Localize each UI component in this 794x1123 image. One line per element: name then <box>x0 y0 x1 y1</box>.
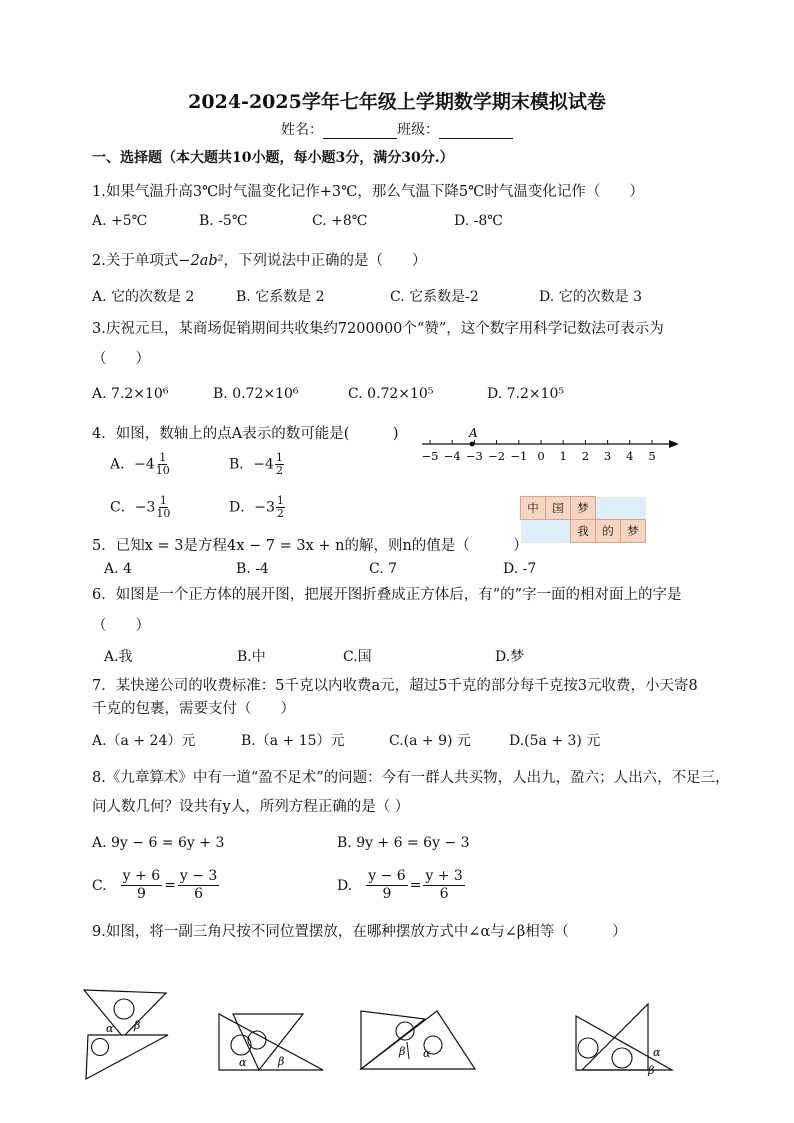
q8-stem: 8.《九章算术》中有一道“盈不足术”的问题：今有一群人共买物，人出九，盈六；人出六，不足三， <box>92 770 730 786</box>
q5-stem: 5．已知x = 3是方程4x − 7 = 3x + n的解，则n的值是（ ） <box>92 538 528 554</box>
q4-option-b <box>229 452 284 477</box>
axis-tick-label: −5 <box>421 449 439 463</box>
axis-tick-label: −4 <box>443 449 461 463</box>
q4-option-c-fraction <box>156 495 170 520</box>
q1-option-a: A. +5℃ <box>92 213 148 229</box>
q3-option-c: C. 0.72×10⁵ <box>348 386 434 402</box>
q8-c-left-fraction <box>121 868 162 903</box>
fraction-numerator: y + 6 <box>122 868 161 884</box>
net-blank <box>621 497 646 520</box>
q7-option-d: D.(5a + 3) 元 <box>509 733 601 749</box>
q1-stem: 1.如果气温升高3℃时气温变化记作+3℃，那么气温下降5℃时气温变化记作（ ） <box>92 184 644 200</box>
q9-stem: 9.如图，将一副三角尺按不同位置摆放，在哪种摆放方式中∠α与∠β相等（ ） <box>92 924 627 940</box>
q4-stem: 4．如图，数轴上的点A表示的数可能是( ) <box>92 426 399 442</box>
q7-option-b: B.（a + 15）元 <box>241 733 345 749</box>
q2-stem-pre: 2.关于单项式 <box>92 253 179 269</box>
fraction-denominator: 2 <box>276 507 284 520</box>
q8-c-right-fraction <box>178 868 219 903</box>
q8-stem-2: 问人数几何？设共有y人，所列方程正确的是（ ） <box>92 799 410 815</box>
fraction-denominator: 10 <box>155 464 170 477</box>
net-cell: 国 <box>546 497 571 520</box>
q4-option-c-label: C．−3 <box>110 499 156 516</box>
name-blank[interactable] <box>323 124 397 139</box>
q3-paren: （ ） <box>92 351 150 367</box>
axis-tick-label: 2 <box>581 449 590 463</box>
q2-option-c: C. 它系数是-2 <box>390 289 479 305</box>
net-cell: 梦 <box>621 520 646 543</box>
fraction-denominator: 10 <box>156 507 171 520</box>
q2-option-b: B. 它系数是 2 <box>236 289 325 305</box>
fraction-numerator: 1 <box>159 451 167 464</box>
alpha-label: α <box>239 1056 247 1069</box>
alpha-label: α <box>106 1022 114 1035</box>
q7-option-c: C.(a + 9) 元 <box>389 733 471 749</box>
q3-option-b: B. 0.72×10⁶ <box>213 386 299 402</box>
net-cell: 中 <box>521 497 546 520</box>
q3-option-d: D. 7.2×10⁵ <box>487 386 565 402</box>
axis-tick-label: 1 <box>559 449 567 463</box>
fraction-denominator: 9 <box>382 886 392 902</box>
name-label: 姓名： <box>281 122 323 138</box>
axis-tick-label: −3 <box>465 449 483 463</box>
q8-d-right-fraction <box>423 868 464 903</box>
number-line-figure <box>418 424 683 466</box>
fraction-denominator: 6 <box>439 886 449 902</box>
axis-tick-label: −1 <box>510 449 528 463</box>
fraction-numerator: 1 <box>275 451 283 464</box>
fraction-numerator: y − 6 <box>368 868 406 884</box>
q4-option-b-fraction <box>275 452 284 477</box>
q1-option-c: C. +8℃ <box>312 213 368 229</box>
q8-option-c-label: C. <box>92 877 107 894</box>
alpha-label: α <box>423 1047 431 1060</box>
fraction-numerator: 1 <box>276 494 284 507</box>
q6-option-d: D.梦 <box>495 649 525 665</box>
beta-label: β <box>134 1019 141 1032</box>
class-blank[interactable] <box>439 124 513 139</box>
q5-option-c: C. 7 <box>369 561 398 577</box>
fraction-numerator: y + 3 <box>425 868 463 884</box>
q4-option-d-fraction <box>276 495 285 520</box>
beta-label: β <box>278 1055 285 1068</box>
q5-option-a: A. 4 <box>104 561 132 577</box>
axis-tick-label: −2 <box>488 449 506 463</box>
triangle-figure-3 <box>355 1007 480 1073</box>
q7-stem: 7．某快递公司的收费标准：5千克以内收费a元，超过5千克的部分每千克按3元收费，小天寄8 <box>92 678 698 694</box>
beta-label: β <box>648 1064 655 1076</box>
q4-option-a <box>110 452 170 477</box>
name-class-line <box>0 119 794 139</box>
q1-option-b: B. -5℃ <box>199 213 248 229</box>
q2-stem-post: ，下列说法中正确的是（ ） <box>223 253 427 269</box>
fraction-numerator: y − 3 <box>179 868 218 884</box>
axis-tick-label: 5 <box>648 449 656 463</box>
q4-option-c <box>110 495 170 520</box>
fraction-denominator: 9 <box>136 886 146 902</box>
q4-option-d <box>229 495 285 520</box>
q7-stem-2: 千克的包裹，需要支付（ ） <box>92 701 295 717</box>
fraction-denominator: 2 <box>275 464 283 477</box>
net-blank <box>596 497 621 520</box>
triangle-figure-2 <box>215 1010 327 1072</box>
q4-option-a-fraction <box>156 452 170 477</box>
q4-option-b-label: B．−4 <box>229 456 274 473</box>
fraction-numerator: 1 <box>159 494 167 507</box>
section-heading: 一、选择题（本大题共10小题，每小题3分，满分30分.） <box>92 150 454 166</box>
q5-option-d: D. -7 <box>503 561 537 577</box>
net-cell: 的 <box>596 520 621 543</box>
point-a-label: A <box>469 426 478 440</box>
q7-option-a: A.（a + 24）元 <box>92 733 196 749</box>
net-cell: 梦 <box>571 497 596 520</box>
cube-net-figure <box>520 496 646 543</box>
q8-d-left-fraction <box>366 868 407 903</box>
q3-option-a: A. 7.2×10⁶ <box>92 386 169 402</box>
number-line-arrow-icon <box>669 440 679 448</box>
q8-option-c: C. $\frac{y + 6}{9}$ = $\frac{y - 3}{6}$ <box>92 868 218 902</box>
q8-option-d: D. $\frac{y - 6}{9}$ = $\frac{y + 3}{6}$ <box>337 868 463 902</box>
class-label: 班级： <box>397 122 439 138</box>
q6-paren: （ ） <box>92 618 150 634</box>
triangle-figure-1 <box>78 985 178 1083</box>
axis-tick-label: 4 <box>626 449 634 463</box>
alpha-label: α <box>653 1046 661 1059</box>
q6-option-c: C.国 <box>343 649 372 665</box>
q8-option-b: B. 9y + 6 = 6y − 3 <box>337 835 470 851</box>
q2-option-d: D. 它的次数是 3 <box>539 289 642 305</box>
q5-option-b: B. -4 <box>236 561 269 577</box>
q6-option-a: A.我 <box>104 649 133 665</box>
page-title: 2024-2025学年七年级上学期数学期末模拟试卷 <box>188 91 606 113</box>
q8-option-a: A. 9y − 6 = 6y + 3 <box>92 835 225 851</box>
q2-option-a: A. 它的次数是 2 <box>92 289 195 305</box>
q2-stem-expr: −2ab² <box>178 253 224 269</box>
fraction-denominator: 6 <box>194 886 204 902</box>
net-blank <box>546 520 571 543</box>
q2-stem <box>92 249 426 270</box>
triangle-figure-4 <box>572 1000 676 1076</box>
q6-stem: 6．如图是一个正方体的展开图，把展开图折叠成正方体后，有“的”字一面的相对面上的字是 <box>92 587 682 603</box>
beta-label: β <box>399 1045 406 1058</box>
q8-option-d-label: D. <box>337 877 353 894</box>
axis-tick-label: 0 <box>537 449 545 463</box>
axis-tick-label: 3 <box>603 449 612 463</box>
q3-stem: 3.庆祝元旦，某商场促销期间共收集约7200000个“赞”，这个数字用科学记数法可表示为 <box>92 321 664 337</box>
net-cell: 我 <box>571 520 596 543</box>
q4-option-a-label: A．−4 <box>110 456 155 473</box>
q1-option-d: D. -8℃ <box>454 213 503 229</box>
q6-option-b: B.中 <box>237 649 266 665</box>
q4-option-d-label: D．−3 <box>229 499 275 516</box>
point-a-dot <box>470 442 475 447</box>
